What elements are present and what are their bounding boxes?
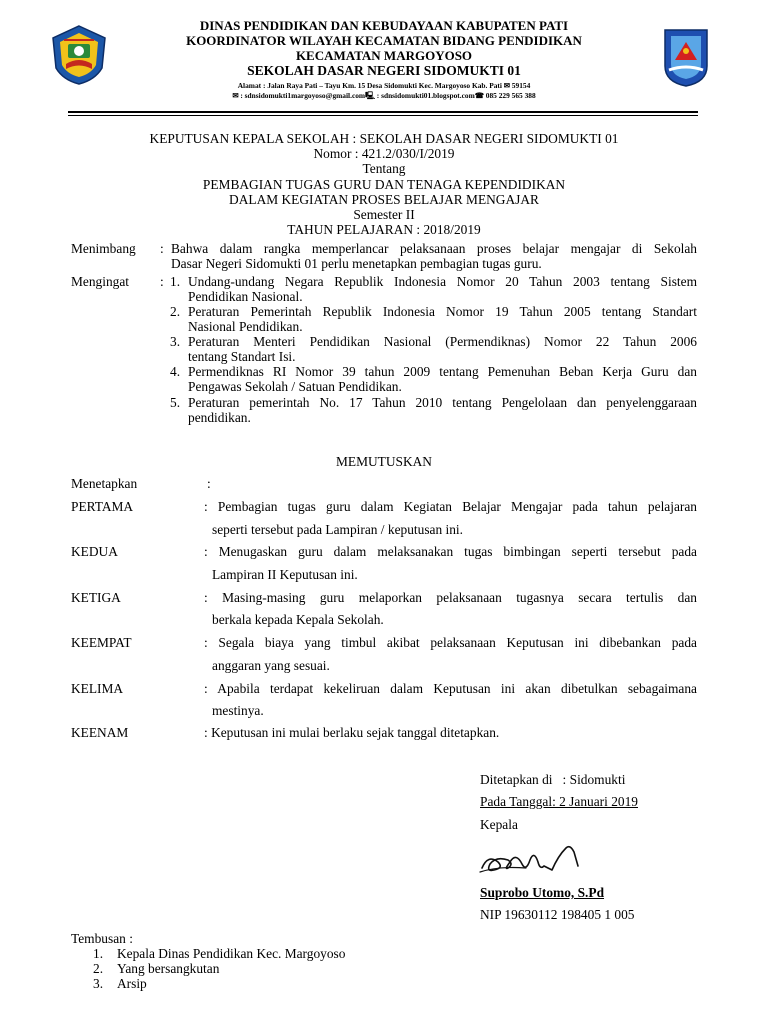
letterhead-line-1: DINAS PENDIDIKAN DAN KEBUDAYAAN KABUPATEN PATI bbox=[199, 18, 569, 33]
tembusan-item-number: 1. bbox=[93, 946, 104, 961]
mengingat-label: Mengingat bbox=[71, 274, 130, 289]
decision-label: PERTAMA bbox=[71, 499, 134, 514]
mengingat-item-line-2: pendidikan. bbox=[188, 410, 251, 425]
tembusan-label: Tembusan : bbox=[71, 931, 133, 946]
menimbang-line-2: Dasar Negeri Sidomukti 01 perlu menetapkan pembagian tugas guru. bbox=[171, 256, 542, 271]
mengingat-item-number: 2. bbox=[170, 304, 181, 319]
pati-regency-logo bbox=[50, 24, 108, 86]
menetapkan-label: Menetapkan bbox=[71, 476, 138, 491]
mengingat-item-number: 1. bbox=[170, 274, 181, 289]
school-logo bbox=[657, 26, 715, 88]
mengingat-item-line-1: Undang-undang Negara Republik Indonesia Nomor 20 Tahun 2003 tentang Sistem bbox=[188, 274, 697, 289]
mengingat-item-line-2: Pendidikan Nasional. bbox=[188, 289, 303, 304]
mengingat-item-number: 3. bbox=[170, 334, 181, 349]
decree-subject-2: DALAM KEGIATAN PROSES BELAJAR MENGAJAR bbox=[229, 191, 539, 207]
menimbang-label: Menimbang bbox=[71, 241, 136, 256]
menetapkan-colon: : bbox=[207, 476, 211, 491]
signature-date: Pada Tanggal: 2 Januari 2019 bbox=[480, 794, 638, 809]
mengingat-item-line-1: Permendiknas RI Nomor 39 tahun 2009 tentang Pemenuhan Beban Kerja Guru dan bbox=[188, 364, 697, 379]
decree-number: Nomor : 421.2/030/I/2019 bbox=[313, 146, 455, 162]
menimbang-colon: : bbox=[160, 241, 164, 256]
decision-line-1: : Keputusan ini mulai berlaku sejak tanggal ditetapkan. bbox=[204, 725, 500, 740]
decision-label: KELIMA bbox=[71, 681, 124, 696]
handwritten-signature bbox=[478, 842, 588, 878]
letterhead-address: Alamat : Jalan Raya Pati – Tayu Km. 15 Desa Sidomukti Kec. Margoyoso Kab. Pati ✉ 59154 bbox=[237, 81, 531, 90]
mengingat-item-line-2: Pengawas Sekolah / Satuan Pendidikan. bbox=[188, 379, 402, 394]
decree-year: TAHUN PELAJARAN : 2018/2019 bbox=[287, 222, 481, 238]
decision-label: KEDUA bbox=[71, 544, 118, 559]
decision-label: KETIGA bbox=[71, 590, 121, 605]
decision-line-2: anggaran yang sesuai. bbox=[212, 658, 330, 673]
mengingat-item-number: 4. bbox=[170, 364, 181, 379]
letterhead-line-2: KOORDINATOR WILAYAH KECAMATAN BIDANG PENDIDIKAN bbox=[186, 33, 582, 48]
mengingat-item-line-1: Peraturan Pemerintah Republik Indonesia Nomor 19 Tahun 2005 tentang Standart bbox=[188, 304, 697, 319]
decision-label: KEEMPAT bbox=[71, 635, 132, 650]
mengingat-item-line-2: tentang Standart Isi. bbox=[188, 349, 296, 364]
mengingat-item-number: 5. bbox=[170, 395, 181, 410]
decree-about: Tentang bbox=[362, 161, 406, 177]
decision-label: KEENAM bbox=[71, 725, 129, 740]
menimbang-line-1: Bahwa dalam rangka memperlancar pelaksanaan proses belajar mengajar di Sekolah bbox=[171, 241, 697, 256]
decision-line-2: seperti tersebut pada Lampiran / keputusan ini. bbox=[212, 522, 463, 537]
decision-line-1: : Apabila terdapat kekeliruan dalam Keputusan ini akan dibetulkan sebagaimana bbox=[204, 681, 697, 696]
decision-line-1: : Segala biaya yang timbul akibat pelaksanaan Keputusan ini dibebankan pada bbox=[204, 635, 697, 650]
tembusan-item-number: 3. bbox=[93, 976, 104, 991]
letterhead-divider-thick bbox=[68, 111, 698, 113]
decision-line-1: : Pembagian tugas guru dalam Kegiatan Belajar Mengajar pada tahun pelajaran bbox=[204, 499, 697, 514]
memutuskan-heading: MEMUTUSKAN bbox=[336, 454, 432, 469]
mengingat-item-line-2: Nasional Pendidikan. bbox=[188, 319, 303, 334]
letterhead-contact: ✉ : sdnsidomukti1margoyoso@gmail.com🖳 : sdnsidomukti01.blogspot.com☎ 085 229 565 388 bbox=[232, 91, 536, 100]
mengingat-item-line-1: Peraturan pemerintah No. 17 Tahun 2010 tentang Pengelolaan dan penyelenggaraan bbox=[188, 395, 697, 410]
tembusan-item-number: 2. bbox=[93, 961, 104, 976]
signature-name: Suprobo Utomo, S.Pd bbox=[480, 885, 605, 900]
letterhead-school-name: SEKOLAH DASAR NEGERI SIDOMUKTI 01 bbox=[247, 63, 521, 78]
decision-line-2: mestinya. bbox=[212, 703, 264, 718]
tembusan-item-text: Kepala Dinas Pendidikan Kec. Margoyoso bbox=[117, 946, 346, 961]
mengingat-item-line-1: Peraturan Menteri Pendidikan Nasional (Permendiknas) Nomor 22 Tahun 2006 bbox=[188, 334, 697, 349]
letterhead-divider-thin bbox=[68, 115, 698, 116]
decision-line-2: Lampiran II Keputusan ini. bbox=[212, 567, 358, 582]
letterhead bbox=[120, 18, 648, 101]
decision-line-1: : Menugaskan guru dalam melaksanakan tugas bimbingan seperti tersebut pada bbox=[204, 544, 697, 559]
tembusan-item-text: Arsip bbox=[117, 976, 147, 991]
decree-subject-1: PEMBAGIAN TUGAS GURU DAN TENAGA KEPENDIDIKAN bbox=[202, 176, 566, 192]
decree-title: KEPUTUSAN KEPALA SEKOLAH : SEKOLAH DASAR NEGERI SIDOMUKTI 01 bbox=[149, 131, 619, 146]
decree-semester: Semester II bbox=[353, 207, 415, 223]
signature-position: Kepala bbox=[480, 817, 518, 832]
decree-title-block bbox=[90, 131, 678, 237]
tembusan-item-text: Yang bersangkutan bbox=[117, 961, 220, 976]
letterhead-line-3: KECAMATAN MARGOYOSO bbox=[295, 48, 473, 63]
mengingat-colon: : bbox=[160, 274, 164, 289]
decision-line-1: : Masing-masing guru melaporkan pelaksanaan tugasnya secara tertulis dan bbox=[204, 590, 697, 605]
decision-line-2: berkala kepada Kepala Sekolah. bbox=[212, 612, 384, 627]
signature-nip: NIP 19630112 198405 1 005 bbox=[480, 907, 635, 922]
signature-place: Ditetapkan di : Sidomukti bbox=[480, 772, 626, 787]
